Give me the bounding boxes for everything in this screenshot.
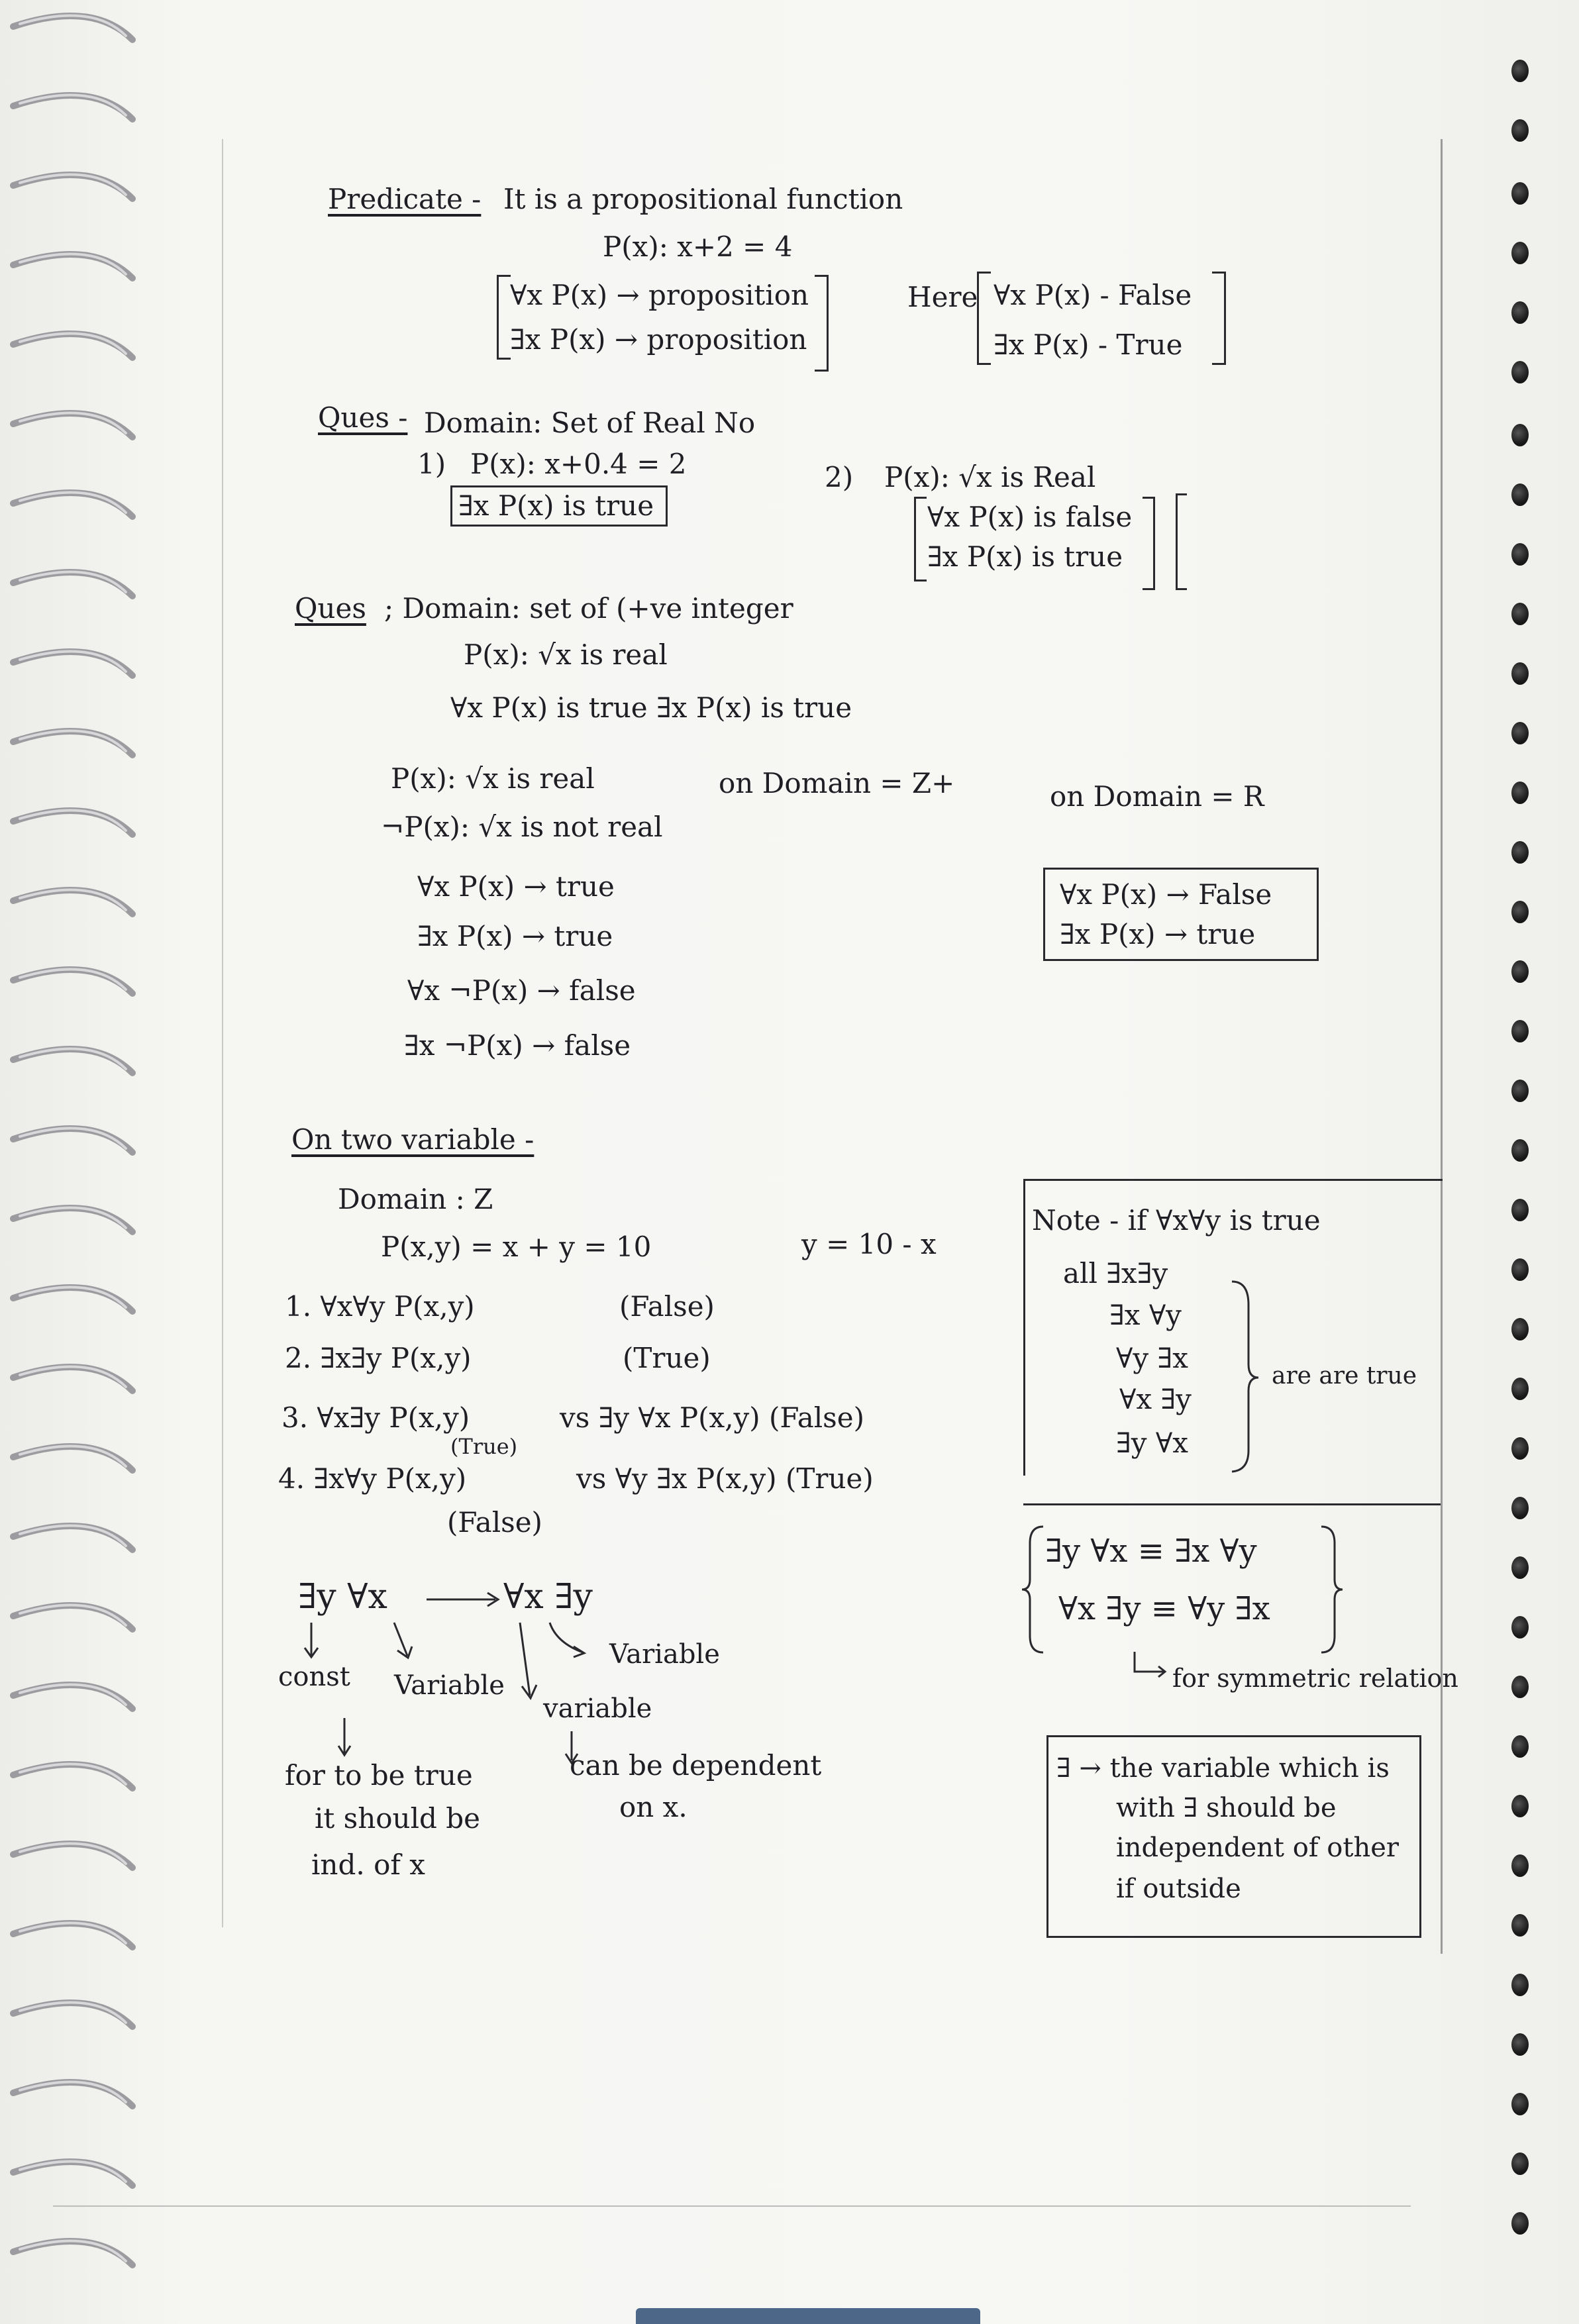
symmetric-line2: ∀x ∃y ≡ ∀y ∃x [1058, 1590, 1270, 1627]
two-var-row1-value: (False) [619, 1290, 715, 1323]
left-margin-line [222, 139, 223, 1927]
diagram-arrows [285, 1616, 748, 1729]
brace-icon [1318, 1523, 1345, 1656]
bracket [815, 275, 829, 372]
hole-icon [1511, 60, 1529, 82]
predicate-definition: It is a propositional function [503, 183, 903, 215]
hole-icon [1511, 483, 1529, 506]
two-var-pxy: P(x,y) = x + y = 10 [381, 1231, 652, 1263]
diagram-variable1: Variable [394, 1670, 505, 1701]
hole-icon [1511, 722, 1529, 744]
diagram-const: const [278, 1662, 350, 1692]
bracket [1212, 272, 1226, 365]
ques2-list-item: ∀x ¬P(x) → false [407, 974, 636, 1007]
predicate-heading: Predicate - [328, 183, 482, 215]
two-var-row4-note: (False) [447, 1506, 542, 1539]
right-arrow-icon [424, 1586, 503, 1613]
two-var-y-eq: y = 10 - x [801, 1228, 937, 1260]
note-item: ∀y ∃x [1116, 1342, 1188, 1374]
ques2-px: P(x): √x is real [464, 638, 668, 671]
ques1-item1-num: 1) [417, 448, 446, 480]
hole-icon [1511, 543, 1529, 566]
hole-icon [1511, 1199, 1529, 1221]
bottom-strip [636, 2308, 980, 2324]
hole-icon [1511, 1497, 1529, 1519]
ques2-list-item: ∃x P(x) → true [417, 920, 613, 952]
note-item: ∀x ∃y [1119, 1383, 1192, 1415]
down-arrow-icon [334, 1715, 354, 1762]
diagram-right: ∀x ∃y [503, 1577, 593, 1617]
here-exists: ∃x P(x) - True [993, 328, 1183, 361]
hole-icon [1511, 301, 1529, 324]
diagram-left-note3: ind. of x [311, 1848, 425, 1881]
ques2-not-px: ¬P(x): √x is not real [381, 811, 663, 843]
here-forall: ∀x P(x) - False [993, 279, 1192, 311]
hole-icon [1511, 2152, 1529, 2175]
ques2-label: Ques [295, 592, 366, 625]
hole-icon [1511, 1080, 1529, 1102]
diagram-left: ∃y ∀x [298, 1577, 387, 1617]
bracket [1143, 497, 1155, 590]
hole-icon [1511, 1914, 1529, 1937]
two-var-row3: 3. ∀x∃y P(x,y) [281, 1401, 470, 1434]
bracket [914, 497, 927, 581]
ques2-list-item: ∃x ¬P(x) → false [404, 1029, 631, 1062]
hole-icon [1511, 603, 1529, 625]
predicate-exists: ∃x P(x) → proposition [510, 323, 807, 356]
hole-icon [1511, 1974, 1529, 1996]
bracket [497, 275, 511, 360]
hole-icon [1511, 2033, 1529, 2056]
diagram-left-note2: it should be [315, 1802, 481, 1835]
hole-icon [1511, 1437, 1529, 1460]
ques2-domain-zplus: on Domain = Z+ [719, 767, 955, 799]
hole-icon [1511, 782, 1529, 804]
exists-line2: with ∃ should be [1116, 1793, 1337, 1823]
ques1-item1-result: ∃x P(x) is true [458, 489, 654, 522]
hole-icon [1511, 662, 1529, 685]
hole-icon [1511, 119, 1529, 142]
hole-icon [1511, 1139, 1529, 1162]
here-label: Here [907, 281, 978, 313]
two-var-heading: On two variable - [291, 1123, 535, 1156]
predicate-example: P(x): x+2 = 4 [603, 230, 793, 263]
two-var-row1: 1. ∀x∀y P(x,y) [285, 1290, 475, 1323]
hole-icon [1511, 1735, 1529, 1758]
hole-icon [1511, 960, 1529, 983]
hole-icon [1511, 1020, 1529, 1042]
hole-icon [1511, 1378, 1529, 1400]
hole-icon [1511, 1258, 1529, 1281]
hole-icon [1511, 1318, 1529, 1340]
hole-icon [1511, 424, 1529, 446]
two-var-row4: 4. ∃x∀y P(x,y) [278, 1462, 467, 1495]
punched-holes [1500, 0, 1539, 2324]
hole-icon [1511, 841, 1529, 864]
two-var-row2: 2. ∃x∃y P(x,y) [285, 1342, 472, 1374]
ques1-label: Ques - [318, 401, 408, 434]
diagram-variable2: variable [543, 1693, 652, 1724]
diagram-right-note1: can be dependent [570, 1749, 822, 1782]
hole-icon [1511, 901, 1529, 923]
diagram-variable3: Variable [609, 1639, 720, 1670]
hole-icon [1511, 1676, 1529, 1698]
ques2-r-exists: ∃x P(x) → true [1060, 918, 1256, 950]
symmetric-line1: ∃y ∀x ≡ ∃x ∀y [1045, 1533, 1257, 1570]
ques2-domain-r: on Domain = R [1050, 780, 1264, 813]
diagram-left-note1: for to be true [285, 1759, 473, 1792]
ques2-r-forall: ∀x P(x) → False [1060, 878, 1272, 911]
ques2-px2: P(x): √x is real [391, 762, 595, 795]
bottom-rule [53, 2205, 1411, 2207]
exists-line1: ∃ → the variable which is [1056, 1753, 1390, 1784]
two-var-domain: Domain : Z [338, 1183, 493, 1215]
hole-icon [1511, 1795, 1529, 1817]
ques2-list-item: ∀x P(x) → true [417, 870, 615, 903]
predicate-forall: ∀x P(x) → proposition [510, 279, 809, 311]
spiral-binding [0, 0, 152, 2324]
bracket [1176, 493, 1187, 590]
ques2-domain: ; Domain: set of (+ve integer [384, 592, 793, 625]
divider [1023, 1503, 1441, 1505]
diagram-right-note2: on x. [619, 1791, 688, 1823]
bracket [977, 272, 991, 365]
note-title: Note - if ∀x∀y is true [1032, 1204, 1321, 1237]
note-suffix: are are true [1272, 1362, 1417, 1389]
note-item: ∃y ∀x [1116, 1427, 1188, 1459]
brace-icon [1020, 1523, 1046, 1656]
note-item: ∃x ∀y [1109, 1299, 1182, 1331]
hole-icon [1511, 2212, 1529, 2235]
ques1-item2-exists: ∃x P(x) is true [927, 540, 1123, 573]
ques1-item2-num: 2) [825, 461, 854, 493]
hole-icon [1511, 1616, 1529, 1639]
ques2-results: ∀x P(x) is true ∃x P(x) is true [450, 691, 852, 724]
note-item: all ∃x∃y [1063, 1257, 1168, 1289]
symmetric-label: for symmetric relation [1172, 1664, 1458, 1693]
exists-line3: independent of other [1116, 1833, 1400, 1863]
two-var-row3b: vs ∃y ∀x P(x,y) (False) [560, 1401, 864, 1434]
hole-icon [1511, 242, 1529, 264]
ques1-item1-px: P(x): x+0.4 = 2 [470, 448, 687, 480]
ques1-domain: Domain: Set of Real No [424, 407, 756, 439]
two-var-row4b: vs ∀y ∃x P(x,y) (True) [576, 1462, 874, 1495]
hole-icon [1511, 182, 1529, 205]
hole-icon [1511, 1556, 1529, 1579]
two-var-row3-note: (True) [450, 1434, 518, 1459]
two-var-row2-value: (True) [623, 1342, 711, 1374]
hole-icon [1511, 2093, 1529, 2115]
ques1-item2-px: P(x): √x is Real [884, 461, 1096, 493]
hole-icon [1511, 361, 1529, 383]
exists-line4: if outside [1116, 1874, 1241, 1904]
brace-icon [1229, 1278, 1262, 1477]
hook-arrow-icon [1129, 1649, 1169, 1682]
hole-icon [1511, 1854, 1529, 1877]
ques1-item2-forall: ∀x P(x) is false [927, 501, 1133, 533]
